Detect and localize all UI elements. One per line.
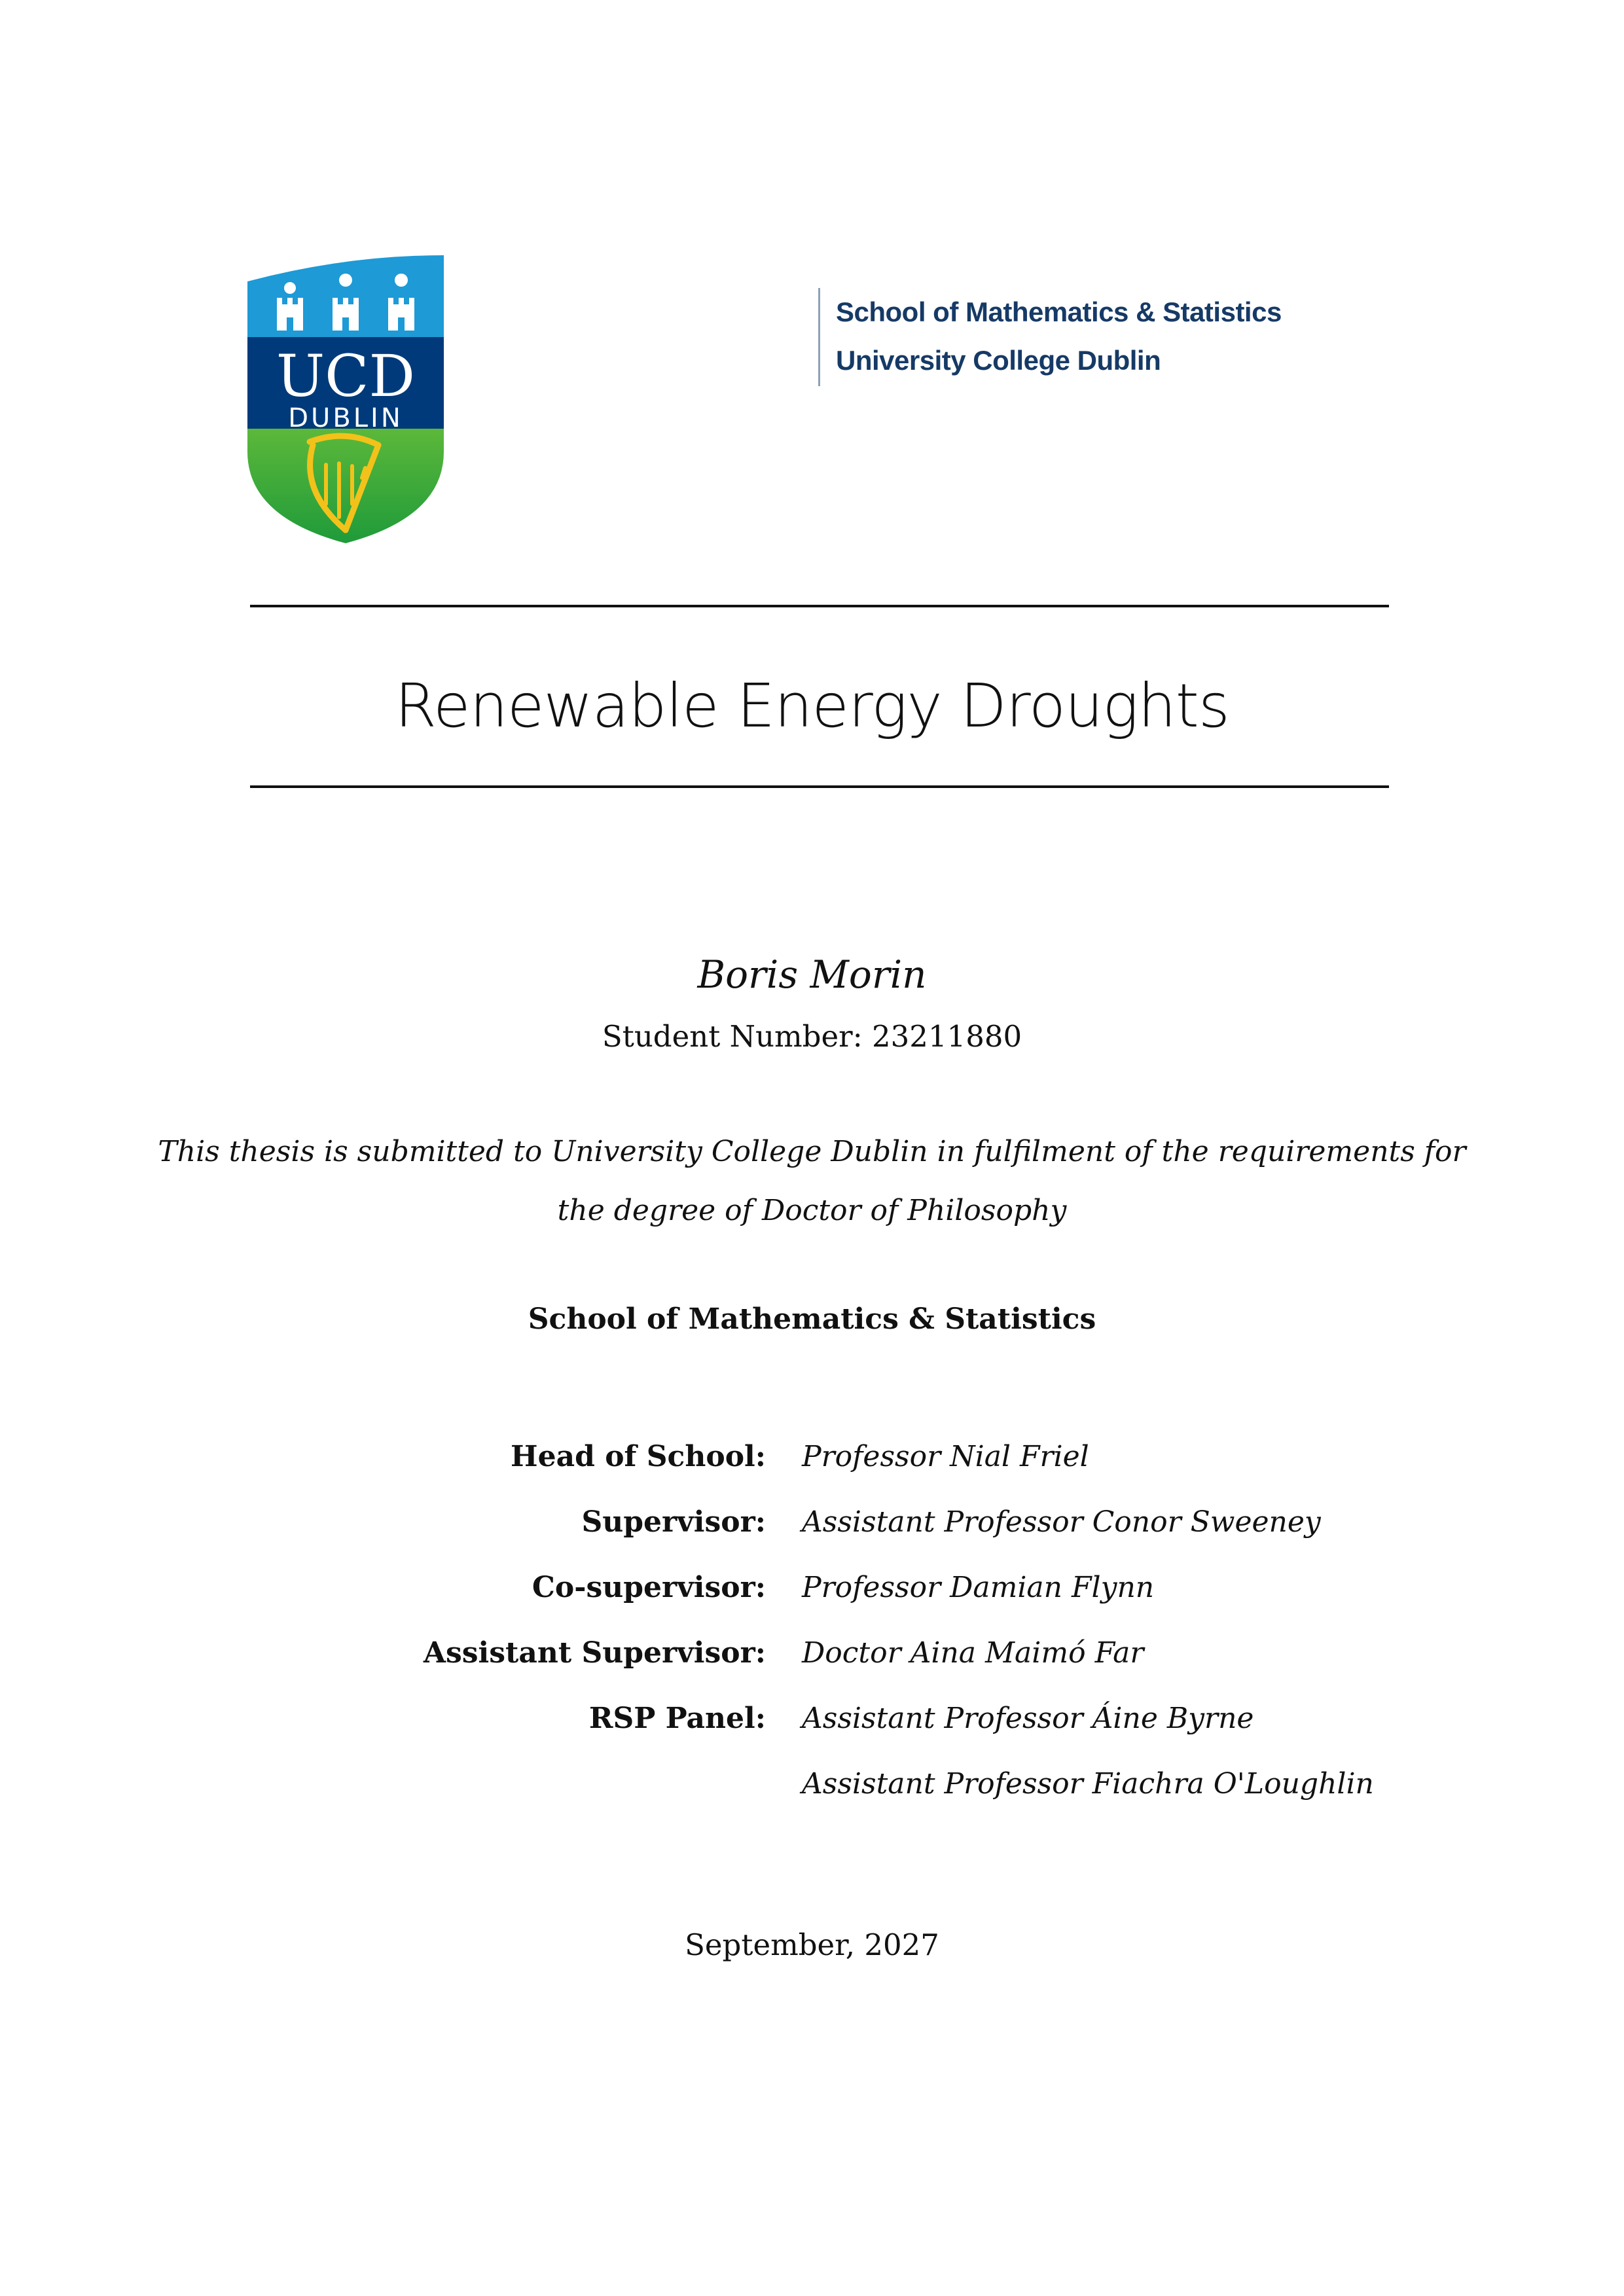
role-label: Co-supervisor: [532,1571,766,1604]
submission-date: September, 2027 [685,1928,939,1962]
logo-text-dublin: DUBLIN [288,403,403,433]
student-number: Student Number: 23211880 [602,1019,1022,1054]
thesis-title: Renewable Energy Droughts [395,671,1229,741]
role-name: Assistant Professor Fiachra O'Loughlin [802,1767,1374,1801]
school-header [818,288,1282,386]
bottom-rule [250,785,1389,788]
submission-statement [0,1122,1624,1240]
school-name: School of Mathematics & Statistics [528,1302,1096,1336]
top-rule [250,605,1389,607]
role-row [0,1505,1624,1558]
ucd-crest-logo [247,255,444,543]
statement-line-2: the degree of Doctor of Philosophy [557,1194,1067,1227]
role-label: Supervisor: [581,1505,766,1539]
role-name: Assistant Professor Conor Sweeney [802,1505,1321,1539]
role-name: Professor Damian Flynn [802,1571,1155,1604]
statement-line-1: This thesis is submitted to University College Dublin in fulfilment of the requirements for [158,1135,1466,1168]
role-row [0,1571,1624,1623]
role-label: Assistant Supervisor: [423,1636,766,1670]
role-row [0,1767,1624,1820]
role-label: Head of School: [511,1440,766,1473]
role-name: Doctor Aina Maimó Far [802,1636,1144,1670]
role-row [0,1702,1624,1754]
header-school-name: School of Mathematics & Statistics [836,296,1282,327]
role-name: Professor Nial Friel [802,1440,1089,1473]
logo-text-ucd: UCD [276,342,416,410]
role-name: Assistant Professor Áine Byrne [802,1702,1254,1735]
header-university-name: University College Dublin [836,345,1161,376]
role-label: RSP Panel: [588,1702,766,1735]
role-row [0,1440,1624,1492]
role-row [0,1636,1624,1689]
author-name: Boris Morin [697,952,927,997]
